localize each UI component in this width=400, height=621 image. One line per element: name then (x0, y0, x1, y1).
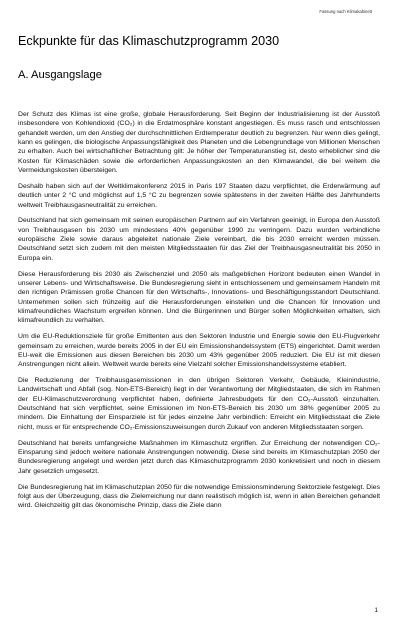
paragraph: Deshalb haben sich auf der Weltklimakonferenz 2015 in Paris 197 Staaten dazu verpflichtet, die Erderwärmung auf deutlich unter 2 °C und möglichst auf 1,5 °C zu begrenzen sowie spätestens in der zweiten Hälfte des Jahrhunderts weltweit Treibhausgasneutralität zu erreichen. (18, 182, 380, 209)
document-title: Eckpunkte für das Klimaschutzprogramm 2030 (18, 34, 280, 48)
body-text (18, 110, 380, 517)
paragraph: Die Reduzierung der Treibhausgasemissionen in den übrigen Sektoren Verkehr, Gebäude, Kleinindustrie, Landwirtschaft und Abfall (sog. Non-ETS-Bereich) liegt in der Verantwortung der Mitgliedstaaten, die sich im Rahmen der EU-Klimaschutzverordnung verpflichtet haben, definierte Jahresbudgets für den CO₂-Ausstoß einzuhalten. Deutschland hat sich verpflichtet, seine Emissionen im Non-ETS-Bereich bis 2030 um 38% gegenüber 2005 zu mindern. Die Einhaltung der Einsparziele ist für jedes einzelne Jahr verbindlich: Erreicht ein Mitgliedsstaat die Ziele nicht, muss er für entsprechende CO₂-Emissionszuweisungen durch Zukauf von anderen Mitgliedsstaaten sorgen. (18, 377, 380, 431)
paragraph: Deutschland hat bereits umfangreiche Maßnahmen im Klimaschutz ergriffen. Zur Erreichung der notwendigen CO₂-Einsparung sind jedoch weitere nationale Anstrengungen notwendig. Diese sind bereits im Klimaschutzplan 2050 der Bundesregierung angelegt und werden jetzt durch das Klimaschutzprogramm 2030 konkretisiert und noch in diesem Jahr gesetzlich umgesetzt. (18, 439, 380, 475)
paragraph: Die Bundesregierung hat im Klimaschutzplan 2050 für die notwendige Emissionsminderung Sektorziele festgelegt. Dies folgt aus der Überzeugung, dass die Zielerreichung nur dann realistisch möglich ist, wenn in allen Bereichen gehandelt wird. Gleichzeitig gilt das ökonomische Prinzip, dass die Ziele dann (18, 483, 380, 510)
paragraph: Diese Herausforderung bis 2030 als Zwischenziel und 2050 als maßgeblichen Horizont bedeuten einen Wandel in unserer Lebens- und Wirtschaftsweise. Die Bundesregierung sieht in entschlossenem und gemeinsamem Handeln mit den richtigen Prämissen große Chancen für den Wirtschafts-, Innovations- und Beschäftigungsstandort Deutschland. Unternehmen sollen sich frühzeitig auf die Herausforderungen einstellen und die Chancen für Innovation und klimafreundliches Wachstum ergreifen können. Und die Bürgerinnen und Bürger sollen Möglichkeiten erhalten, sich klimafreundlich zu verhalten. (18, 270, 380, 325)
section-heading: A. Ausgangslage (18, 69, 102, 81)
header-note: Fassung nach Klimakabinett (319, 9, 372, 14)
page-number: 1 (374, 607, 378, 614)
paragraph: Deutschland hat sich gemeinsam mit seinen europäischen Partnern auf ein Verfahren geeinigt, in Europa den Ausstoß von Treibhausgasen bis 2030 um mindestens 40% gegenüber 1990 zu verringern. Dazu wurden verbindliche europäische Ziele sowie daraus abgeleitet nationale Ziele vereinbart, die bis 2030 erreicht werden müssen. Deutschland setzt sich zudem mit den meisten Mitgliedsstaaten für das Ziel der Treibhausgasneutralität bis 2050 in Europa ein. (18, 217, 380, 262)
paragraph: Der Schutz des Klimas ist eine große, globale Herausforderung. Seit Beginn der Industrialisierung ist der Ausstoß insbesondere von Kohlendioxid (CO₂) in die Erdatmosphäre konstant angestiegen. Es muss rasch und entschlossen gehandelt werden, um den Anstieg der durchschnittlichen Erdtemperatur deutlich zu begrenzen. Nur wenn dies gelingt, kann es gelingen, die biologische Anpassungsfähigkeit des Planeten und die Lebengrundlage von Millionen Menschen zu erhalten. Auch bei wirtschaftlicher Betrachtung gilt: Je höher der Temperaturanstieg ist, desto erheblicher sind die Kosten für Klimaschäden sowie die erforderlichen Anpassungskosten an den Klimawandel, die bei weitem die Vermeidungskosten übersteigen. (18, 111, 380, 175)
paragraph: Um die EU-Reduktionsziele für große Emittenten aus den Sektoren Industrie und Energie sowie den EU-Flugverkehr gemeinsam zu erreichen, wurde bereits 2005 in der EU ein Emissionshandelssystem (ETS) eingerichtet. Damit werden EU-weit die Emissionen aus diesen Bereichen bis 2030 um 43% gegenüber 2005 reduziert. Die EU ist mit diesen Anstrengungen nicht allein. Weltweit wurde bereits eine Vielzahl solcher Emissionshandelssysteme etabliert. (18, 333, 380, 369)
